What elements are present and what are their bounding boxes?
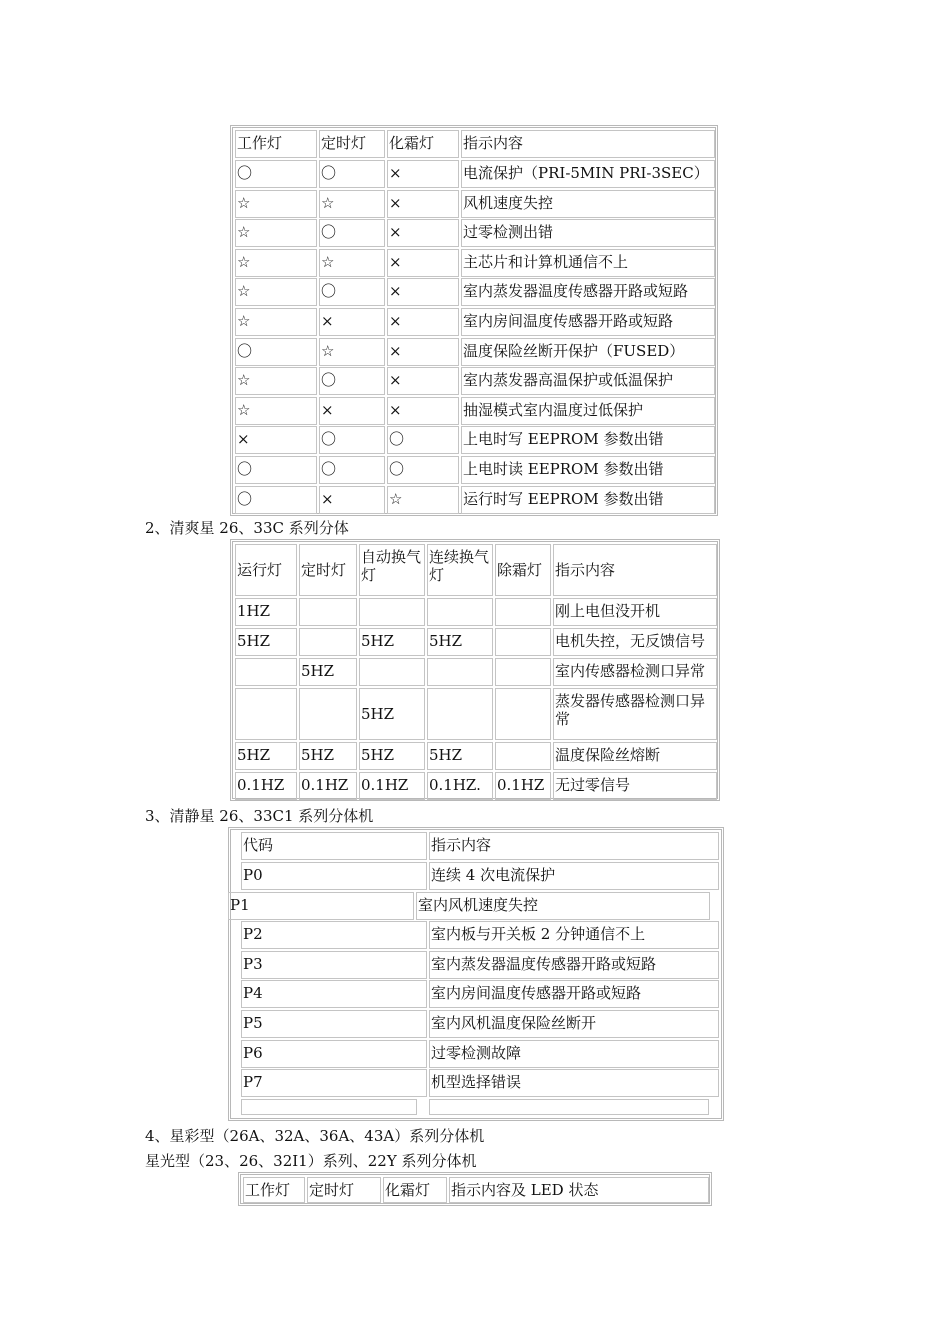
t2-row-auto-vent-light: 5HZ xyxy=(359,628,425,656)
t2-row-defrost-light xyxy=(495,658,551,686)
t1-row-defrost-light: × xyxy=(387,338,459,366)
t2-row-auto-vent-light: 5HZ xyxy=(359,742,425,770)
t1-row-defrost-light: × xyxy=(387,397,459,425)
t1-row-work-light: 〇 xyxy=(235,338,317,366)
t2-row-content: 无过零信号 xyxy=(553,772,717,800)
t2-row-defrost-light: 0.1HZ xyxy=(495,772,551,800)
t1-row-content: 风机速度失控 xyxy=(461,190,715,218)
t1-row-defrost-light: × xyxy=(387,219,459,247)
t2-row-cont-vent-light: 0.1HZ. xyxy=(427,772,493,800)
t2-row-auto-vent-light: 5HZ xyxy=(359,688,425,740)
t1-row-defrost-light: × xyxy=(387,367,459,395)
t1-row-timer-light: 〇 xyxy=(319,278,385,306)
t2-row-run-light: 0.1HZ xyxy=(235,772,297,800)
t1-row-timer-light: 〇 xyxy=(319,456,385,484)
t1-row-timer-light: × xyxy=(319,308,385,336)
t1-row-timer-light: × xyxy=(319,486,385,514)
indicator-table-2 xyxy=(230,539,720,801)
t1-row-content: 运行时写 EEPROM 参数出错 xyxy=(461,486,715,514)
t1-row-defrost-light: ☆ xyxy=(387,486,459,514)
t1-row-content: 主芯片和计算机通信不上 xyxy=(461,249,715,277)
t1-row-defrost-light: 〇 xyxy=(387,426,459,454)
code-table-3 xyxy=(228,827,724,1121)
t1-row-content: 上电时写 EEPROM 参数出错 xyxy=(461,426,715,454)
t1-row-defrost-light: × xyxy=(387,278,459,306)
t3-row-code: P2 xyxy=(241,921,427,949)
t1-row-content: 过零检测出错 xyxy=(461,219,715,247)
t2-row-defrost-light xyxy=(495,628,551,656)
t1-row-defrost-light: × xyxy=(387,308,459,336)
t2-row-defrost-light xyxy=(495,742,551,770)
t4-header-work-light: 工作灯 xyxy=(243,1177,305,1203)
t2-row-cont-vent-light: 5HZ xyxy=(427,742,493,770)
t1-row-defrost-light: 〇 xyxy=(387,456,459,484)
t2-header-timer-light: 定时灯 xyxy=(299,544,357,596)
t2-row-content: 室内传感器检测口异常 xyxy=(553,658,717,686)
t2-row-content: 温度保险丝熔断 xyxy=(553,742,717,770)
t1-row-work-light: ☆ xyxy=(235,249,317,277)
t2-header-run-light: 运行灯 xyxy=(235,544,297,596)
t3-header-content: 指示内容 xyxy=(429,832,719,860)
t3-row-code: P4 xyxy=(241,980,427,1008)
t1-row-work-light: 〇 xyxy=(235,486,317,514)
t2-header-cont-vent-light: 连续换气灯 xyxy=(427,544,493,596)
t2-row-timer-light xyxy=(299,598,357,626)
t2-header-defrost-light: 除霜灯 xyxy=(495,544,551,596)
t2-row-run-light: 1HZ xyxy=(235,598,297,626)
t1-row-work-light: ☆ xyxy=(235,190,317,218)
t1-row-content: 室内蒸发器温度传感器开路或短路 xyxy=(461,278,715,306)
t2-row-auto-vent-light: 0.1HZ xyxy=(359,772,425,800)
t1-row-content: 室内蒸发器高温保护或低温保护 xyxy=(461,367,715,395)
t1-row-content: 电流保护（PRI-5MIN PRI-3SEC） xyxy=(461,160,715,188)
t2-row-timer-light: 5HZ xyxy=(299,658,357,686)
t1-row-defrost-light: × xyxy=(387,160,459,188)
t2-row-run-light xyxy=(235,658,297,686)
t1-row-content: 上电时读 EEPROM 参数出错 xyxy=(461,456,715,484)
t2-row-content: 电机失控，无反馈信号 xyxy=(553,628,717,656)
t3-row-code: P5 xyxy=(241,1010,427,1038)
t3-row-content: 过零检测故障 xyxy=(429,1040,719,1068)
section-3-heading: 3、清静星 26、33C1 系列分体机 xyxy=(145,807,374,825)
t2-row-cont-vent-light xyxy=(427,658,493,686)
t1-row-timer-light: 〇 xyxy=(319,367,385,395)
t4-header-timer-light: 定时灯 xyxy=(307,1177,381,1203)
t3-row-code: P3 xyxy=(241,951,427,979)
t2-row-auto-vent-light xyxy=(359,598,425,626)
t1-row-work-light: ☆ xyxy=(235,219,317,247)
t1-row-content: 抽湿模式室内温度过低保护 xyxy=(461,397,715,425)
indicator-table-1 xyxy=(230,125,718,516)
section-2-heading: 2、清爽星 26、33C 系列分体 xyxy=(145,519,349,537)
t1-row-timer-light: × xyxy=(319,397,385,425)
t4-header-defrost-light: 化霜灯 xyxy=(383,1177,447,1203)
t2-row-run-light: 5HZ xyxy=(235,628,297,656)
t1-row-work-light: ☆ xyxy=(235,397,317,425)
t1-row-defrost-light: × xyxy=(387,249,459,277)
t4-header-content: 指示内容及 LED 状态 xyxy=(449,1177,709,1203)
t3-row-content: 连续 4 次电流保护 xyxy=(429,862,719,890)
t1-row-timer-light: ☆ xyxy=(319,249,385,277)
t1-row-content: 室内房间温度传感器开路或短路 xyxy=(461,308,715,336)
section-4-subheading: 星光型（23、26、32I1）系列、22Y 系列分体机 xyxy=(145,1152,477,1170)
t3-row-code: P0 xyxy=(241,862,427,890)
t1-header-content: 指示内容 xyxy=(461,130,715,158)
t2-row-content: 刚上电但没开机 xyxy=(553,598,717,626)
t1-row-work-light: ☆ xyxy=(235,367,317,395)
t2-row-cont-vent-light: 5HZ xyxy=(427,628,493,656)
t1-row-work-light: 〇 xyxy=(235,456,317,484)
t2-row-cont-vent-light xyxy=(427,688,493,740)
t3-row-code: P7 xyxy=(241,1069,427,1097)
t2-row-timer-light: 5HZ xyxy=(299,742,357,770)
t2-row-defrost-light xyxy=(495,688,551,740)
t3-row-code: P1 xyxy=(228,892,414,920)
t1-header-defrost-light: 化霜灯 xyxy=(387,130,459,158)
t3-row-content: 室内板与开关板 2 分钟通信不上 xyxy=(429,921,719,949)
t1-row-work-light: 〇 xyxy=(235,160,317,188)
t1-row-timer-light: 〇 xyxy=(319,160,385,188)
t2-row-content: 蒸发器传感器检测口异常 xyxy=(553,688,717,740)
t3-row-content: 室内房间温度传感器开路或短路 xyxy=(429,980,719,1008)
t2-header-content: 指示内容 xyxy=(553,544,717,596)
t2-row-timer-light xyxy=(299,688,357,740)
t2-row-cont-vent-light xyxy=(427,598,493,626)
t3-row-code: P6 xyxy=(241,1040,427,1068)
t2-row-auto-vent-light xyxy=(359,658,425,686)
t3-row-content: 室内风机温度保险丝断开 xyxy=(429,1010,719,1038)
t2-row-defrost-light xyxy=(495,598,551,626)
t1-row-work-light: ☆ xyxy=(235,308,317,336)
t1-row-timer-light: ☆ xyxy=(319,338,385,366)
t1-row-content: 温度保险丝断开保护（FUSED） xyxy=(461,338,715,366)
t1-row-defrost-light: × xyxy=(387,190,459,218)
t3-row-content: 机型选择错误 xyxy=(429,1069,719,1097)
t1-row-timer-light: 〇 xyxy=(319,219,385,247)
t3-row-code xyxy=(241,1099,417,1115)
t1-header-work-light: 工作灯 xyxy=(235,130,317,158)
t3-header-code: 代码 xyxy=(241,832,427,860)
t3-row-content xyxy=(429,1099,709,1115)
t1-row-timer-light: 〇 xyxy=(319,426,385,454)
section-4-heading: 4、星彩型（26A、32A、36A、43A）系列分体机 xyxy=(145,1127,485,1145)
t3-row-content: 室内蒸发器温度传感器开路或短路 xyxy=(429,951,719,979)
t2-header-auto-vent-light: 自动换气灯 xyxy=(359,544,425,596)
t1-row-work-light: ☆ xyxy=(235,278,317,306)
indicator-table-4 xyxy=(238,1172,712,1206)
t1-row-timer-light: ☆ xyxy=(319,190,385,218)
t2-row-run-light xyxy=(235,688,297,740)
t2-row-timer-light xyxy=(299,628,357,656)
t1-row-work-light: × xyxy=(235,426,317,454)
t2-row-run-light: 5HZ xyxy=(235,742,297,770)
t1-header-timer-light: 定时灯 xyxy=(319,130,385,158)
t2-row-timer-light: 0.1HZ xyxy=(299,772,357,800)
t3-row-content: 室内风机速度失控 xyxy=(416,892,710,920)
